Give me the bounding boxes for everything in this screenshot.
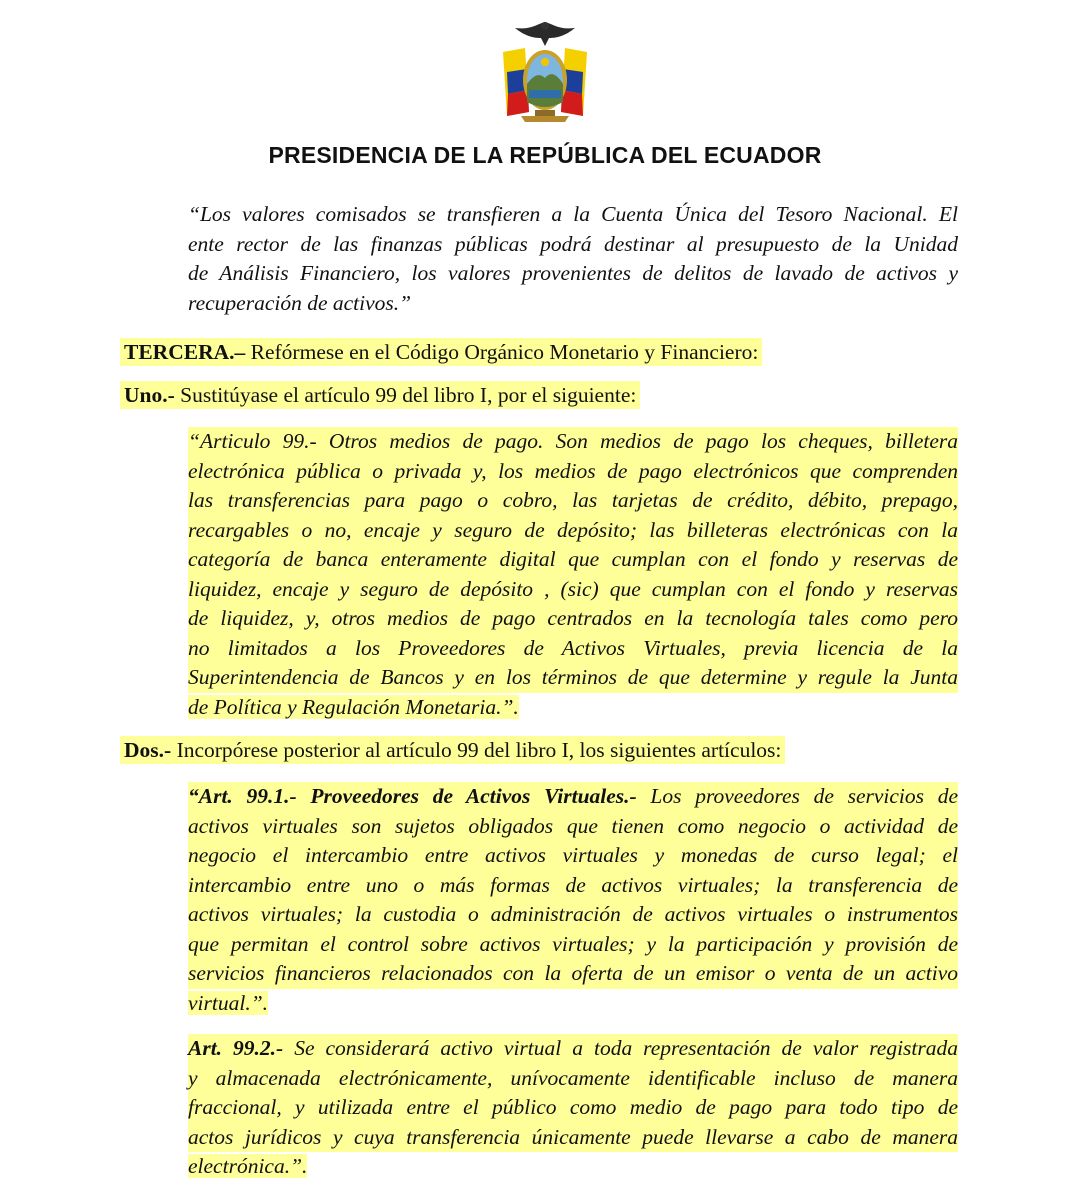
article-99-line: de liquidez, y, otros medios de pago centrados en la tecnología tales como pero — [188, 604, 958, 634]
article-99-1-line: que permitan el control sobre activos virtuales; y la participación y provisión de — [188, 930, 958, 960]
article-99-quote — [188, 427, 958, 722]
section-label: Uno.- — [124, 383, 175, 407]
article-99-line: de Política y Regulación Monetaria.”. — [188, 694, 519, 719]
article-99-line: no limitados a los Proveedores de Activos Virtuales, previa licencia de la — [188, 634, 958, 664]
article-99-1-line: servicios financieros relacionados con la oferta de un emisor o venta de un activo — [188, 959, 958, 989]
ecuador-coat-of-arms-icon — [485, 12, 605, 132]
article-99-1-line: virtual.”. — [188, 990, 269, 1015]
article-99-1-line: intercambio entre uno o más formas de activos virtuales; la transferencia de — [188, 871, 958, 901]
article-99-1-line: activos virtuales; la custodia o administración de activos virtuales o instrumentos — [188, 900, 958, 930]
section-label: TERCERA.– — [124, 340, 246, 364]
quote-intro-line: “Los valores comisados se transfieren a la Cuenta Única del Tesoro Nacional. El — [188, 202, 958, 226]
article-99-line: liquidez, encaje y seguro de depósito , (sic) que cumplan con el fondo y reservas — [188, 575, 958, 605]
page-title: PRESIDENCIA DE LA REPÚBLICA DEL ECUADOR — [268, 142, 822, 168]
section-label: Dos.- — [124, 738, 172, 762]
article-99-line: electrónica pública o privada y, los medios de pago electrónicos que comprenden — [188, 457, 958, 487]
article-99-2-line: fraccional, y utilizada entre el público como medio de pago para todo tipo de — [188, 1093, 958, 1123]
quote-intro — [188, 200, 958, 318]
quote-intro-line: ente rector de las finanzas públicas podrá destinar al presupuesto de la Unidad — [188, 231, 958, 256]
article-99-line: Superintendencia de Bancos y en los términos de que determine y regule la Junta — [188, 663, 958, 693]
section-text: Sustitúyase el artículo 99 del libro I, por el siguiente: — [174, 383, 637, 407]
article-99-line: recargables o no, encaje y seguro de depósito; las billeteras electrónicas con la — [188, 516, 958, 546]
section-uno — [120, 381, 640, 410]
section-dos — [120, 736, 785, 765]
article-99-2-quote — [188, 1034, 958, 1182]
quote-intro-line: de Análisis Financiero, los valores provenientes de delitos de lavado de activos y — [188, 261, 958, 285]
article-99-2-line: actos jurídicos y cuya transferencia únicamente puede llevarse a cabo de manera — [188, 1123, 958, 1153]
quote-intro-line: recuperación de activos.” — [188, 290, 412, 315]
article-99-2-line: y almacenada electrónicamente, unívocamente identificable incluso de manera — [188, 1064, 958, 1094]
article-99-2-title: Art. 99.2.- — [188, 1036, 284, 1060]
section-text: Refórmese en el Código Orgánico Monetario y Financiero: — [245, 340, 759, 364]
article-99-1-text: Los proveedores de servicios de — [636, 784, 958, 808]
article-99-line: las transferencias para pago o cobro, las tarjetas de crédito, débito, prepago, — [188, 486, 958, 516]
article-99-1-title: “Art. 99.1.- Proveedores de Activos Virtuales.- — [188, 784, 637, 808]
section-tercera — [120, 338, 762, 367]
article-99-line: “Articulo 99.- Otros medios de pago. Son medios de pago los cheques, billetera — [188, 427, 958, 457]
article-99-1-line: activos virtuales son sujetos obligados que tienen como negocio o actividad de — [188, 812, 958, 842]
article-99-line: categoría de banca enteramente digital que cumplan con el fondo y reservas de — [188, 545, 958, 575]
article-99-2-text: Se considerará activo virtual a toda representación de valor registrada — [283, 1036, 958, 1060]
article-99-2-line: electrónica.”. — [188, 1154, 308, 1178]
article-99-1-quote — [188, 782, 958, 1018]
article-99-1-line: negocio el intercambio entre activos virtuales y monedas de curso legal; el — [188, 841, 958, 871]
section-text: Incorpórese posterior al artículo 99 del libro I, los siguientes artículos: — [171, 738, 782, 762]
